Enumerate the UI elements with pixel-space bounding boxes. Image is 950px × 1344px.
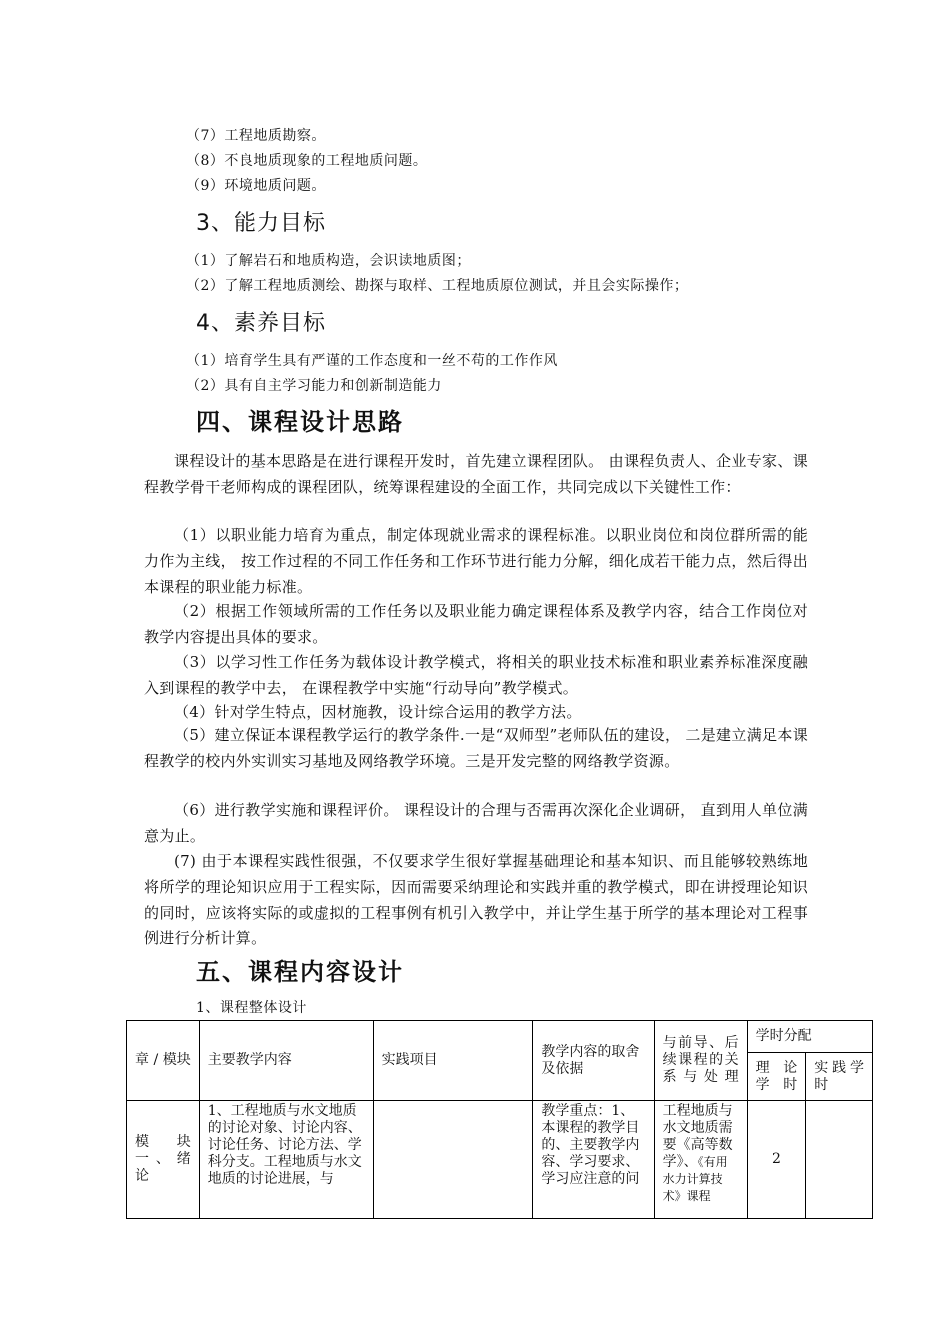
header-selection-basis: 教学内容的取舍及依据: [533, 1021, 654, 1101]
header-main-content: 主要教学内容: [199, 1021, 373, 1101]
row-relation-main: 工程地质与水文地质需要《高等数学》、: [662, 1103, 733, 1170]
knowledge-item-9: （9）环境地质问题。: [186, 178, 326, 194]
quality-goal-heading: 4、素养目标: [196, 311, 326, 336]
quality-item-1: （1）培育学生具有严谨的工作态度和一丝不苟的工作作风: [186, 353, 558, 369]
design-point-3: （3）以学习性工作任务为载体设计教学模式，将相关的职业技术标准和职业素养标准深度融入到课程的教学中去， 在课程教学中实施“行动导向”教学模式。: [144, 653, 808, 697]
design-point-6: （6）进行教学实施和课程评价。 课程设计的合理与否需再次深化企业调研， 直到用人单位满意为止。: [144, 801, 808, 845]
design-point-4: （4）针对学生特点，因材施教，设计综合运用的教学方法。: [174, 703, 582, 721]
design-point-2: （2）根据工作领域所需的工作任务以及职业能力确定课程体系及教学内容，结合工作岗位对教学内容提出具体的要求。: [144, 602, 808, 646]
ability-item-2: （2）了解工程地质测绘、勘探与取样、工程地质原位测试，并且会实际操作；: [186, 278, 689, 294]
design-point-7: (7) 由于本课程实践性很强，不仅要求学生很好掌握基础理论和基本知识、而且能够较熟练地将所学的理论知识应用于工程实际，因而需要采纳理论和实践并重的教学模式，即在讲授理论知识的同时，应该将实际的或虚拟的工程事例有机引入教学中，并让学生基于所学的基本理论对工程事例进行分析计算。: [144, 852, 808, 948]
row-relation-small: 《有用水力计算技术》课程: [662, 1155, 728, 1203]
table-row: [127, 1101, 873, 1219]
header-hours: 学时分配: [747, 1021, 872, 1053]
row-selection-basis: 教学重点：1、本课程的教学目的、主要教学内容、学习要求、学习应注意的问: [533, 1101, 654, 1219]
header-practice: 实践项目: [373, 1021, 533, 1101]
row-practice-hours: [806, 1101, 873, 1219]
section-4-heading: 四、课程设计思路: [196, 408, 404, 436]
knowledge-item-7: （7）工程地质勘察。: [186, 128, 326, 144]
row-practice: [373, 1101, 533, 1219]
row-main-content: 1、工程地质与水文地质的讨论对象、讨论内容、讨论任务、讨论方法、学科分支。工程地质与水文地质的讨论进展，与: [199, 1101, 373, 1219]
header-practice-hours: 实践学时: [806, 1053, 873, 1101]
ability-item-1: （1）了解岩石和地质构造，会识读地质图；: [186, 253, 471, 269]
row-chapter: 模块一、绪论: [127, 1101, 200, 1219]
quality-item-2: （2）具有自主学习能力和创新制造能力: [186, 378, 442, 394]
ability-goal-heading: 3、能力目标: [196, 211, 326, 236]
header-theory-hours: 理论学时: [747, 1053, 806, 1101]
design-point-5: （5）建立保证本课程教学运行的教学条件.一是“双师型”老师队伍的建设， 二是建立满足本课程教学的校内外实训实习基地及网络教学环境。三是开发完整的网络教学资源。: [144, 726, 808, 770]
section-5-heading: 五、课程内容设计: [196, 958, 404, 986]
course-design-table: [126, 1020, 873, 1219]
design-point-1: （1）以职业能力培育为重点，制定体现就业需求的课程标准。以职业岗位和岗位群所需的能力作为主线， 按工作过程的不同工作任务和工作环节进行能力分解，细化成若干能力点，然后得出本课程的职业能力标准。: [144, 526, 808, 596]
knowledge-item-8: （8）不良地质现象的工程地质问题。: [186, 153, 428, 169]
table-header-row: [127, 1021, 873, 1053]
row-relation: [654, 1101, 747, 1219]
table-caption: 1、课程整体设计: [196, 1000, 307, 1016]
header-chapter: 章 / 模块: [127, 1021, 200, 1101]
header-relation: 与前导、后续课程的关系与处理: [654, 1021, 747, 1101]
section-4-intro: 课程设计的基本思路是在进行课程开发时，首先建立课程团队。 由课程负责人、企业专家、课程教学骨干老师构成的课程团队，统筹课程建设的全面工作，共同完成以下关键性工作：: [144, 452, 808, 496]
row-theory-hours: 2: [747, 1101, 806, 1219]
